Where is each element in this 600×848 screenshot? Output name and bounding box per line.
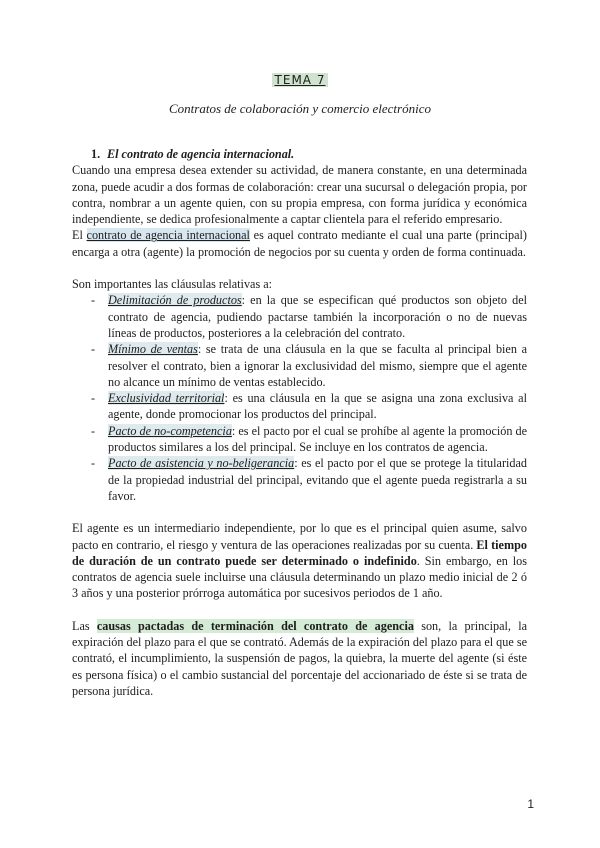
clauses-list xyxy=(72,292,527,504)
list-item: - Delimitación de productos: en la que se especifican qué productos son objeto del contrato de agencia, pudiendo pactarse también la incorporación o no de nuevas líneas de productos, posteriores a la celebración del contrato. xyxy=(91,293,528,340)
paragraph-definition: El contrato de agencia internacional es aquel contrato mediante el cual una parte (principal) encarga a otra (agente) la promoción de negocios por su cuenta y orden de forma continuada. xyxy=(72,228,527,259)
clause-term: Mínimo de ventas xyxy=(108,342,198,357)
chapter-subtitle: Contratos de colaboración y comercio electrónico xyxy=(169,101,431,116)
paragraph-agent: El agente es un intermediario independiente, por lo que es el principal quien asume, salvo pacto en contrario, el riesgo y ventura de las operaciones realizadas por su cuenta. El tiempo de duración de un contrato puede ser determinado o indefinido. Sin embargo, en los contratos de agencia suele incluirse una cláusula determinando un plazo medio inicial de 2 ó 3 años y una posterior prórroga automática por sucesivos periodos de 1 año. xyxy=(72,521,528,601)
highlight-contract-term: contrato de agencia internacional xyxy=(86,228,250,243)
section-heading xyxy=(72,146,527,162)
page-number: 1 xyxy=(527,797,534,811)
clause-term: Delimitación de productos xyxy=(108,293,242,308)
section-number: 1. xyxy=(91,147,101,161)
highlight-termination-causes: causas pactadas de terminación del contrato de agencia xyxy=(96,618,414,633)
duration-statement: El tiempo de duración de un contrato puede ser determinado o indefinido xyxy=(72,537,527,568)
list-item: - Exclusividad territorial: es una cláusula en la que se asigna una zona exclusiva al agente, donde promocionar los productos del principal. xyxy=(91,391,527,422)
list-item: - Pacto de no-competencia: es el pacto por el cual se prohíbe al agente la promoción de productos similares a los del principal. Se incluye en los contratos de agencia. xyxy=(91,423,528,455)
clause-term: Pacto de asistencia y no-beligerancia xyxy=(108,456,295,471)
list-item: - Pacto de asistencia y no-beligerancia: es el pacto por el que se protege la titularidad de la propiedad industrial del principal, evitando que el agente pueda registrarla a su favor. xyxy=(91,456,527,503)
clause-term: Exclusividad territorial xyxy=(108,391,225,406)
clauses-intro: Son importantes las cláusulas relativas a: xyxy=(72,277,273,292)
clause-term: Pacto de no-competencia xyxy=(108,423,232,438)
paragraph-termination: Las causas pactadas de terminación del contrato de agencia son, la principal, la expiración del plazo para el que se contrató. Además de la expiración del plazo para el que se contrató, el incumplimiento, la suspensión de pagos, la quiebra, la muerte del agente (si éste es persona física) o el cambio sustancial del porcentaje del accionariado de éste si se trata de persona jurídica. xyxy=(72,618,527,698)
paragraph-intro: Cuando una empresa desea extender su actividad, de manera constante, en una determinada zona, puede acudir a dos formas de colaboración: crear una sucursal o delegación propia, por contra, nombrar a un agente quien, con su propia empresa, con forma jurídica y económica independiente, se dedica profesionalmente a captar clientela para el referido empresario. xyxy=(72,163,527,227)
section-title: El contrato de agencia internacional. xyxy=(107,147,295,161)
document-body xyxy=(72,146,527,699)
chapter-label: TEMA 7 xyxy=(0,73,600,87)
list-item: - Mínimo de ventas: se trata de una cláusula en la que se faculta al principal bien a resolver el contrato, bien a ignorar la exclusividad del mismo, siempre que el agente no alcance un mínimo de ventas establecido. xyxy=(91,342,527,389)
